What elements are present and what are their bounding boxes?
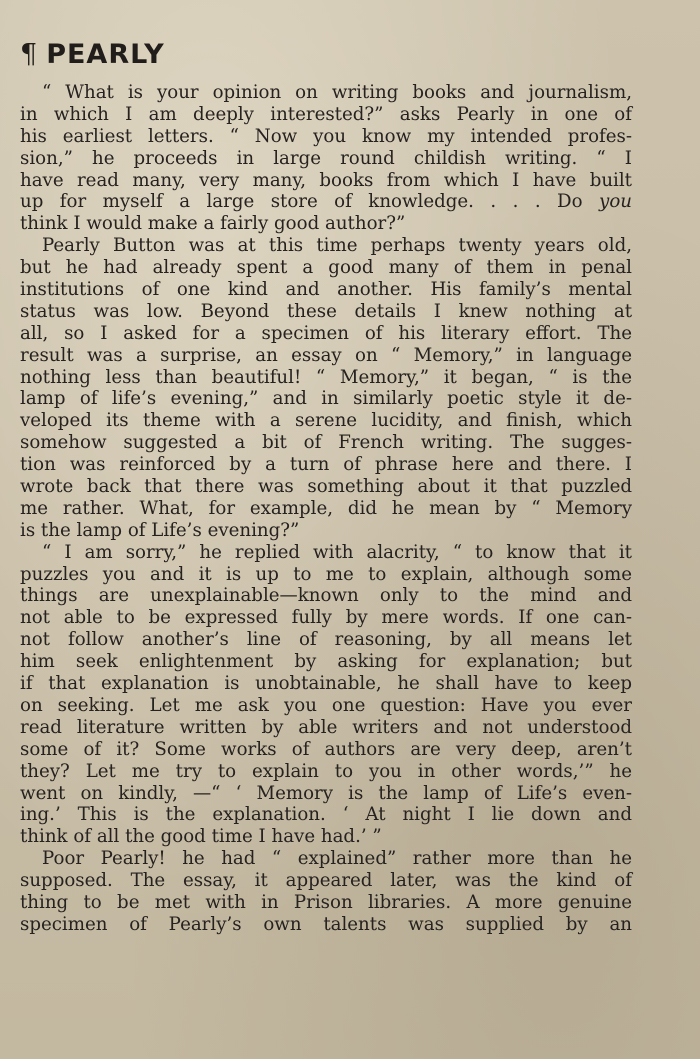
text-line: supposed. The essay, it appeared later, was the kind of — [20, 870, 632, 892]
text-line: not follow another’s line of reasoning, by all means let — [20, 629, 632, 651]
text-segment: up for myself a large store of knowledge. . . . Do — [20, 191, 583, 213]
book-page — [20, 36, 632, 936]
text-line: somehow suggested a bit of French writing. The sugges- — [20, 432, 632, 454]
text-line: puzzles you and it is up to me to explain, although some — [20, 563, 632, 585]
text-line: wrote back that there was something about it that puzzled — [20, 476, 632, 498]
text-line: Poor Pearly! he had “ explained” rather more than he — [42, 848, 632, 870]
chapter-title: PEARLY — [46, 38, 165, 70]
text-line: not able to be expressed fully by mere words. If one can- — [20, 607, 632, 629]
text-line: think of all the good time I have had.’ ” — [20, 826, 382, 848]
text-line: is the lamp of Life’s evening?” — [20, 519, 300, 541]
text-line: sion,” he proceeds in large round childish writing. “ I — [20, 147, 632, 169]
text-line: veloped its theme with a serene lucidity, and finish, which — [20, 410, 632, 432]
text-line: on seeking. Let me ask you one question: Have you ever — [20, 694, 632, 716]
text-line: “ What is your opinion on writing books and journalism, — [42, 82, 632, 103]
text-line: but he had already spent a good many of them in penal — [20, 257, 632, 279]
text-line: thing to be met with in Prison libraries. A more genuine — [20, 891, 632, 913]
text-line: nothing less than beautiful! “ Memory,” it began, “ is the — [20, 366, 632, 388]
body-text — [20, 82, 632, 936]
text-line: they? Let me try to explain to you in other words,’” he — [20, 760, 632, 782]
text-line: his earliest letters. “ Now you know my intended profes- — [20, 125, 632, 147]
text-line: ing.’ This is the explanation. ‘ At night I lie down and — [20, 804, 632, 826]
pilcrow-icon: ¶ — [20, 38, 39, 70]
text-line: went on kindly, —“ ‘ Memory is the lamp of Life’s even- — [20, 782, 632, 804]
text-line: think I would make a fairly good author?” — [20, 213, 406, 235]
text-line: in which I am deeply interested?” asks Pearly in one of — [20, 103, 632, 125]
chapter-heading — [20, 36, 632, 72]
text-line: all, so I asked for a specimen of his literary effort. The — [20, 322, 632, 344]
text-line: lamp of life’s evening,” and in similarly poetic style it de- — [20, 388, 632, 410]
text-line: things are unexplainable—known only to the mind and — [20, 585, 632, 607]
emphasis-text: you — [599, 191, 632, 213]
text-line: institutions of one kind and another. His family’s mental — [20, 279, 632, 301]
text-line: status was low. Beyond these details I knew nothing at — [20, 300, 632, 322]
text-line — [20, 191, 632, 213]
text-line: me rather. What, for example, did he mean by “ Memory — [20, 497, 632, 519]
text-line: read literature written by able writers and not understood — [20, 716, 632, 738]
text-line: tion was reinforced by a turn of phrase here and there. I — [20, 454, 632, 476]
text-line: specimen of Pearly’s own talents was supplied by an — [20, 913, 632, 935]
text-line: him seek enlightenment by asking for explanation; but — [20, 651, 632, 673]
text-line: have read many, very many, books from which I have built — [20, 169, 632, 191]
text-line: result was a surprise, an essay on “ Memory,” in language — [20, 344, 632, 366]
text-line: “ I am sorry,” he replied with alacrity, “ to know that it — [42, 541, 632, 563]
text-line: Pearly Button was at this time perhaps twenty years old, — [42, 235, 632, 257]
text-line: if that explanation is unobtainable, he shall have to keep — [20, 673, 632, 695]
text-line: some of it? Some works of authors are very deep, aren’t — [20, 738, 632, 760]
